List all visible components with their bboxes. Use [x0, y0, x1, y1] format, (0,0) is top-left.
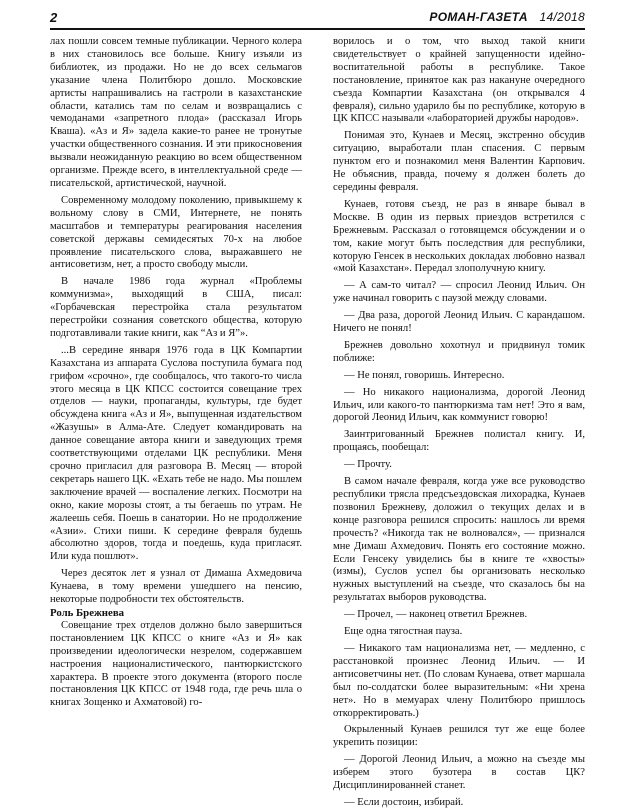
paragraph: — Не понял, говоришь. Интересно.	[344, 369, 505, 381]
paragraph: — Если достоин, избирай.	[344, 796, 464, 808]
masthead	[429, 10, 585, 24]
paragraph: Окрыленный Кунаев решился тут же еще более укрепить позиции:	[333, 724, 585, 749]
right-column	[333, 36, 585, 808]
paragraph: ...В середине января 1976 года в ЦК Компартии Казахстана из аппарата Суслова поступила бумага под грифом «срочно», где сообщалось, что такого-то числа этого месяца в ЦК КПСС состоится совещание трех отделов — науки, пропаганды, культуры, где будет обсуждена книга «Аз и Я», выпущенная издательством «Жазушы» в Алма-Ате. Следует командировать на данное совещание автора книги и заведующих тремя соответствующими отделами ЦК республики. Меня срочно пригласил для разговора В. Месяц — второй секретарь нашего ЦК. «Ехать тебе не надо. Мы пошлем заключение врачей — воспаление легких. Посмотри на окно, какие морозы стоят, а ты бегаешь по утрам. Не жалеешь себя. Поешь в санатории. Но не продолжение «Азии». Стихи пиши. К середине февраля будешь абсолютно здоров, тогда и поедешь, куда пригласят. Или куда пошлют».	[50, 344, 302, 563]
paragraph: ворилось и о том, что выход такой книги свидетельствует о крайней запущенности идейно-воспитательной работы в республике. Такое постановление, принятое как раз накануне очередного съезда Компартии Казахстана (он открывался 4 февраля), сильно ударило бы по республике, которую в ЦК КПСС называли «лабораторией дружбы народов».	[333, 36, 585, 125]
publication-title: РОМАН-ГАЗЕТА	[429, 10, 528, 24]
paragraph: В начале 1986 года журнал «Проблемы коммунизма», выходящий в США, писал: «Горбачевская перестройка стала результатом перестройки сознания советского общества, которую подготавливали такие книги, как “Аз и Я”».	[50, 276, 302, 339]
paragraph: Еще одна тягостная пауза.	[344, 626, 463, 638]
paragraph: Брежнев довольно хохотнул и придвинул томик поближе:	[333, 339, 585, 364]
subheading: Роль Брежнева	[50, 606, 125, 619]
paragraph: — Но никакого национализма, дорогой Леонид Ильич, или какого-то пантюркизма там нет! Это я вам, дорогой Леонид Ильич, как коммунист говорю!	[333, 386, 585, 424]
paragraph: Понимая это, Кунаев и Месяц, экстренно обсудив ситуацию, выработали план спасения. С первым пунктом его и познакомил меня Валентин Карпович. Не объяснив, правда, почему я должен болеть до середины февраля.	[333, 130, 585, 193]
paragraph: Через десяток лет я узнал от Димаша Ахмедовича Кунаева, в тому времени ушедшего на пенсию, некоторые подробности тех обстоятельств.	[50, 568, 302, 606]
left-column	[50, 36, 302, 796]
header-rule	[50, 28, 585, 30]
paragraph: Кунаев, готовя съезд, не раз в январе бывал в Москве. В один из первых приездов встретился с Брежневым. Рассказал о готовящемся обсуждении и о том, какие могут быть последствия для республики, которую Генсек в нескольких докладах любовно назвал «мой Казахстан». Передал злополучную книгу.	[333, 198, 585, 275]
paragraph: — Дорогой Леонид Ильич, а можно на съезде мы изберем этого бузотера в состав ЦК? Дисциплинированней станет.	[333, 754, 585, 792]
paragraph: — Два раза, дорогой Леонид Ильич. С карандашом. Ничего не понял!	[333, 310, 585, 335]
page-header	[50, 6, 585, 28]
paragraph: лах пошли совсем темные публикации. Черного колера в них становилось все больше. Книгу изъяли из библиотек, из продажи. Но не до всех сельмагов указание члена Политбюро дошло. Московские артисты напрашивались на гастроли в казахстанские области, катались там по селам и возвращались с чемоданами «запретного плода» (рассказал Игорь Кваша). «Аз и Я» задела какие-то ранее не тронутые участки общественного сознания. И эти прикосновения вызвали неожиданную реакцию во всем общественном организме. Прежде всего, в интеллектуальной среде — писательской, артистической, научной.	[50, 36, 302, 189]
paragraph: — А сам-то читал? — спросил Леонид Ильич. Он уже начинал говорить с паузой между словами.	[333, 280, 585, 305]
paragraph: Совещание трех отделов должно было завершиться постановлением ЦК КПСС о книге «Аз и Я» как произведении идеологически незрелом, содержавшем настроения националистического, пантюркистского характера. В проекте этого документа (второго после постановления ЦК КПСС от 1948 года, где речь шла о книгах Зощенко и Ахматовой) го-	[50, 619, 302, 709]
paragraph: — Никакого там национализма нет, — медленно, с расстановкой произнес Леонид Ильич. — И антисоветчины нет. (По словам Кунаева, ответ маршала был по-солдатски более выразительным: «Ни хрена нет». Но в мемуарах члену Политбюро пришлось откорректировать.)	[333, 642, 585, 719]
paragraph: Современному молодому поколению, привыкшему к вольному слову в СМИ, Интернете, не понять масштабов и температуры реагирования населения советской державы семидесятых 70-х на любое проявление писательского слова, выражавшего не антисоветизм, нет, а просто свободу мысли.	[50, 194, 302, 271]
issue-number: 14/2018	[539, 10, 585, 24]
paragraph: В самом начале февраля, когда уже все руководство республики трясла предсъездовская лихорадка, Кунаев позвонил Брежневу, доложил о текущих делах и в конце разговора решился спросить: нашлось ли время прочесть? «Никогда так не волновался», — признался мне Димаш Ахмедович. Понять его состояние можно. Если Генсеку увиделись бы в книге те «хвосты» (измы), Суслов успел бы организовать несколько нужных выступлений на съезде, что сказалось бы на результатах выборов руководства.	[333, 476, 585, 604]
paragraph: — Прочту.	[344, 459, 392, 471]
page-number: 2	[50, 10, 58, 25]
paragraph: — Прочел, — наконец ответил Брежнев.	[344, 609, 528, 621]
paragraph: Заинтригованный Брежнев полистал книгу. И, прощаясь, пообещал:	[333, 429, 585, 454]
